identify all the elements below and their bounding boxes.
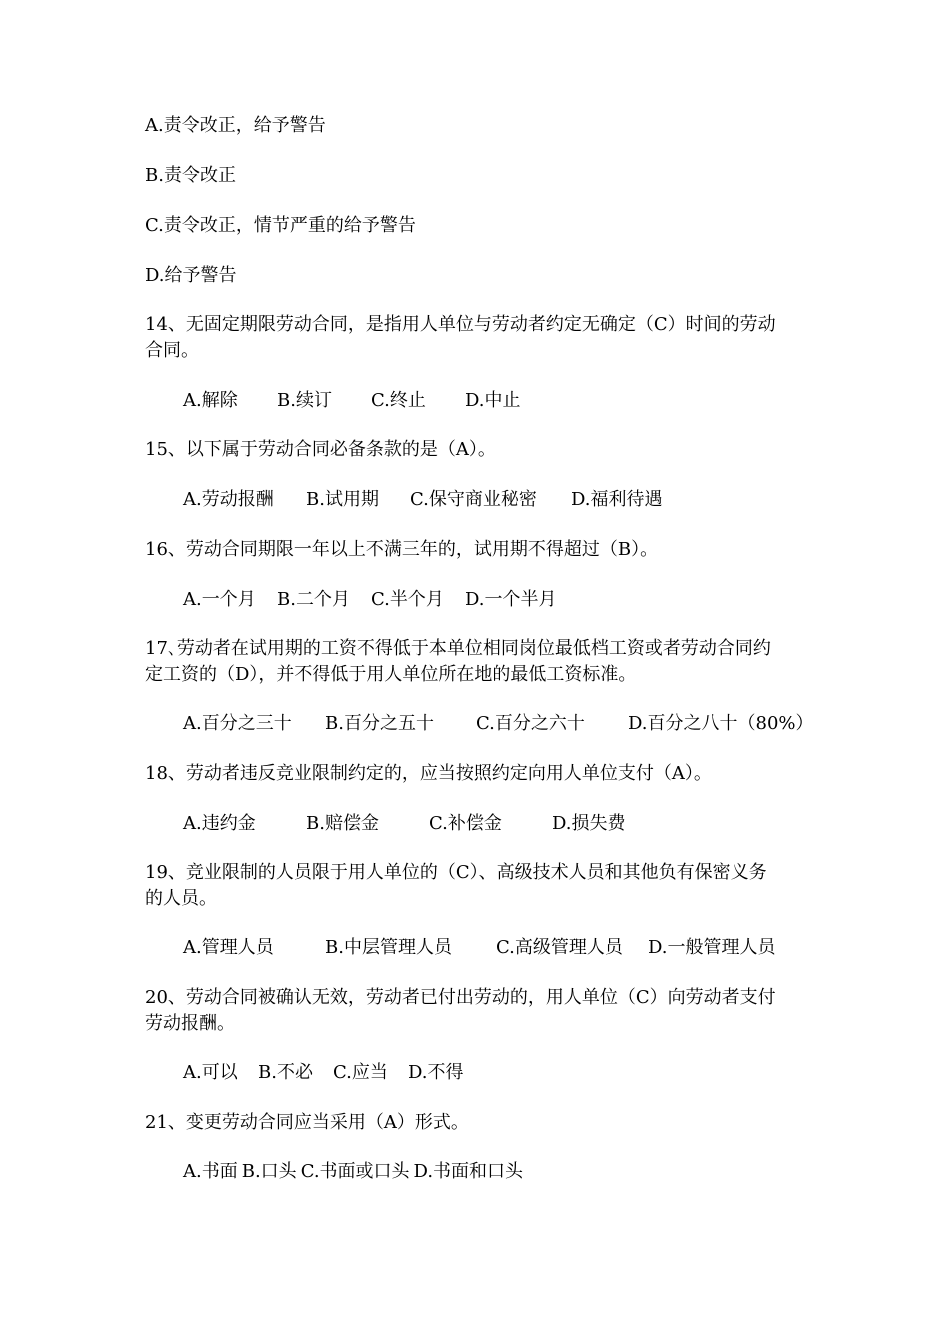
question-21-option-b: B.口头	[241, 1161, 297, 1182]
question-20-stem-line1: 20、劳动合同被确认无效，劳动者已付出劳动的，用人单位（C）向劳动者支付	[145, 987, 776, 1008]
question-21-options	[183, 1160, 523, 1184]
question-16-option-a: A.一个月	[183, 589, 256, 610]
question-16-stem: 16、劳动合同期限一年以上不满三年的，试用期不得超过（B）。	[145, 539, 659, 560]
question-17-option-a: A.百分之三十	[183, 713, 292, 734]
question-16-options	[183, 588, 557, 612]
question-14-option-a: A.解除	[183, 390, 238, 411]
question-17-option-d: D.百分之八十（80%）	[628, 713, 814, 734]
question-18-option-a: A.违约金	[183, 813, 256, 834]
question-19-option-b: B.中层管理人员	[325, 937, 452, 958]
question-15-option-a: A.劳动报酬	[183, 489, 274, 510]
question-16-option-d: D.一个半月	[465, 589, 557, 610]
question-20-option-c: C.应当	[333, 1062, 388, 1083]
question-15-stem: 15、以下属于劳动合同必备条款的是（A）。	[145, 439, 496, 460]
question-20-option-a: A.可以	[183, 1062, 238, 1083]
question-20-options	[183, 1061, 464, 1085]
question-16-option-c: C.半个月	[371, 589, 444, 610]
question-14-option-d: D.中止	[465, 390, 521, 411]
question-21-stem: 21、变更劳动合同应当采用（A）形式。	[145, 1112, 469, 1133]
question-18-option-c: C.补偿金	[429, 813, 502, 834]
question-19-stem-line2: 的人员。	[145, 888, 217, 909]
question-20-option-d: D.不得	[408, 1062, 464, 1083]
question-21-option-d: D.书面和口头	[413, 1161, 524, 1182]
question-19-option-c: C.高级管理人员	[496, 937, 623, 958]
option-a-prev: A.责令改正，给予警告	[145, 115, 326, 136]
question-18-option-d: D.损失费	[552, 813, 626, 834]
question-19-options	[183, 936, 776, 960]
question-17-stem-line2: 定工资的（D），并不得低于用人单位所在地的最低工资标准。	[145, 664, 637, 685]
question-18-option-b: B.赔偿金	[306, 813, 379, 834]
question-15-options	[183, 488, 663, 512]
question-19-option-a: A.管理人员	[183, 937, 274, 958]
question-16-option-b: B.二个月	[277, 589, 350, 610]
question-17-stem-line1: 17､劳动者在试用期的工资不得低于本单位相同岗位最低档工资或者劳动合同约	[145, 638, 771, 659]
question-15-option-c: C.保守商业秘密	[410, 489, 537, 510]
question-19-option-d: D.一般管理人员	[648, 937, 776, 958]
question-15-option-d: D.福利待遇	[571, 489, 663, 510]
option-d-prev: D.给予警告	[145, 265, 237, 286]
question-15-option-b: B.试用期	[306, 489, 379, 510]
option-b-prev: B.责令改正	[145, 165, 236, 186]
question-20-stem-line2: 劳动报酬。	[145, 1013, 235, 1034]
question-18-stem: 18、劳动者违反竞业限制约定的，应当按照约定向用人单位支付（A）。	[145, 763, 712, 784]
question-17-options	[183, 712, 814, 736]
question-14-stem-line2: 合同。	[145, 340, 199, 361]
question-14-option-c: C.终止	[371, 390, 426, 411]
option-c-prev: C.责令改正，情节严重的给予警告	[145, 215, 416, 236]
question-14-stem-line1: 14、无固定期限劳动合同，是指用人单位与劳动者约定无确定（C）时间的劳动	[145, 314, 776, 335]
question-14-options	[183, 389, 521, 413]
question-17-option-b: B.百分之五十	[325, 713, 434, 734]
question-19-stem-line1: 19、竞业限制的人员限于用人单位的（C）、高级技术人员和其他负有保密义务	[145, 862, 767, 883]
question-20-option-b: B.不必	[258, 1062, 313, 1083]
question-14-option-b: B.续订	[277, 390, 332, 411]
question-21-option-c: C.书面或口头	[300, 1161, 410, 1182]
question-18-options	[183, 812, 626, 836]
question-21-option-a: A.书面	[183, 1161, 238, 1182]
question-17-option-c: C.百分之六十	[476, 713, 585, 734]
